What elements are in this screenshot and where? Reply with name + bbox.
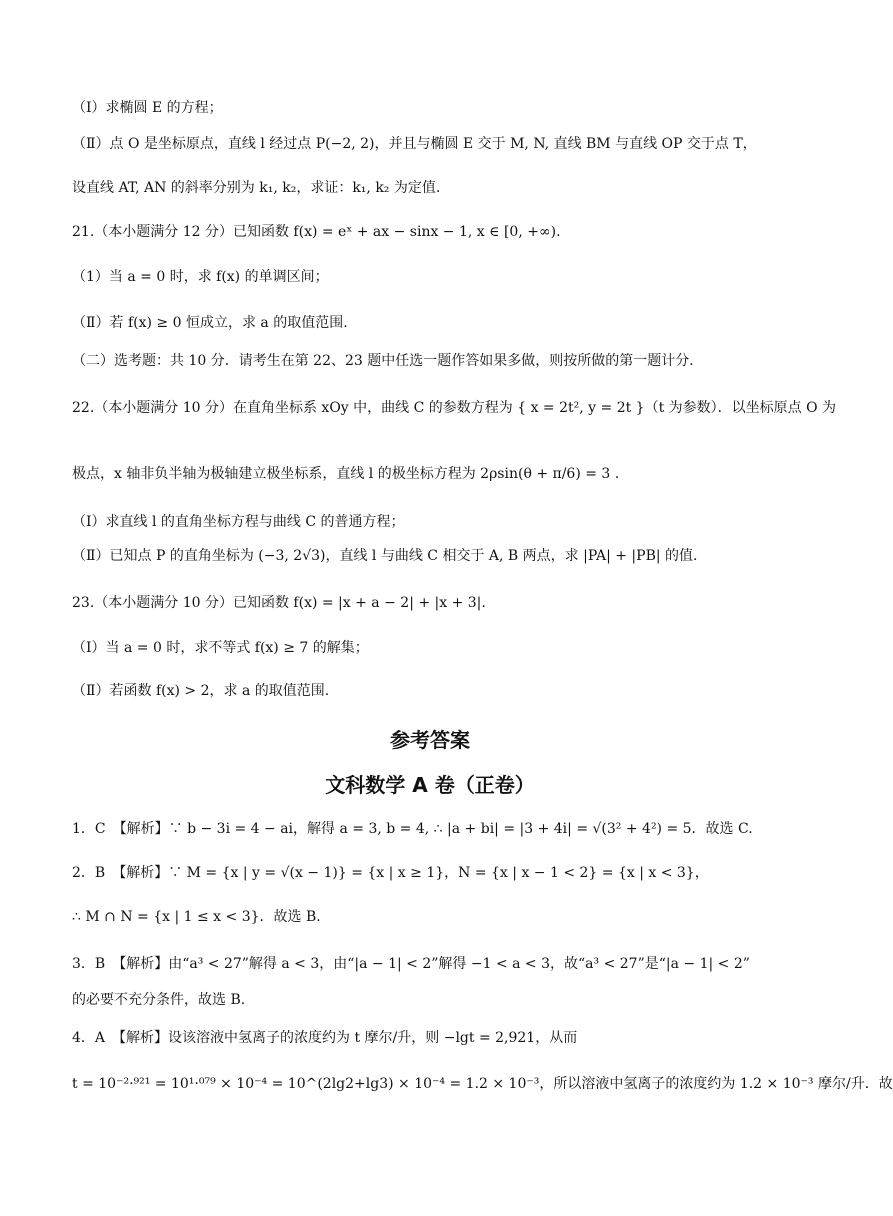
q20-part2-line1: （Ⅱ）点 O 是坐标原点，直线 l 经过点 P(−2, 2)，并且与椭圆 E 交于 M, N, 直线 BM 与直线 OP 交于点 T， <box>72 136 757 152</box>
answers-subheading: 文科数学 A 卷（正卷） <box>325 773 535 797</box>
q21-part2: （Ⅱ）若 f(x) ≥ 0 恒成立，求 a 的取值范围. <box>72 315 348 331</box>
q23-part1: （Ⅰ）当 a = 0 时，求不等式 f(x) ≥ 7 的解集； <box>72 640 369 656</box>
answers-heading: 参考答案 <box>390 728 470 752</box>
q22-stem-line2: 极点，x 轴非负半轴为极轴建立极坐标系，直线 l 的极坐标方程为 2ρsin(θ + π/6) = 3 . <box>72 466 620 482</box>
answer-1: 1．C 【解析】∵ b − 3i = 4 − ai，解得 a = 3, b = 4, ∴ |a + bi| = |3 + 4i| = √(3² + 4²) = 5．故选 C. <box>72 821 753 837</box>
q20-part1: （Ⅰ）求椭圆 E 的方程； <box>72 100 223 116</box>
answer-2-line1: 2．B 【解析】∵ M = {x | y = √(x − 1)} = {x | x ≥ 1}，N = {x | x − 1 < 2} = {x | x < 3}， <box>72 865 709 881</box>
q22-part2: （Ⅱ）已知点 P 的直角坐标为 (−3, 2√3)，直线 l 与曲线 C 相交于 A, B 两点，求 |PA| + |PB| 的值. <box>72 548 698 564</box>
elective-note: （二）选考题：共 10 分．请考生在第 22、23 题中任选一题作答如果多做，则按所做的第一题计分． <box>72 353 704 369</box>
q21-part1: （1）当 a = 0 时，求 f(x) 的单调区间； <box>72 269 329 285</box>
answer-4-line1: 4．A 【解析】设该溶液中氢离子的浓度约为 t 摩尔/升，则 −lgt = 2,921，从而 <box>72 1030 578 1046</box>
answer-2-line2: ∴ M ∩ N = {x | 1 ≤ x < 3}．故选 B. <box>72 909 321 925</box>
q23-part2: （Ⅱ）若函数 f(x) > 2，求 a 的取值范围. <box>72 683 330 699</box>
answer-3-line2: 的必要不充分条件，故选 B. <box>72 992 246 1008</box>
answer-3-line1: 3．B 【解析】由“a³ < 27”解得 a < 3，由“|a − 1| < 2”解得 −1 < a < 3，故“a³ < 27”是“|a − 1| < 2” <box>72 956 750 972</box>
answer-4-line2: t = 10⁻²·⁹²¹ = 10¹·⁰⁷⁹ × 10⁻⁴ = 10^(2lg2+lg3) × 10⁻⁴ = 1.2 × 10⁻³，所以溶液中氢离子的浓度约为 1.2 × 10⁻³ 摩尔/升．故 <box>72 1076 893 1092</box>
q21-stem: 21.（本小题满分 12 分）已知函数 f(x) = eˣ + ax − sinx − 1, x ∈ [0, +∞). <box>72 224 561 240</box>
q22-stem-line1: 22.（本小题满分 10 分）在直角坐标系 xOy 中，曲线 C 的参数方程为 { x = 2t², y = 2t }（t 为参数）．以坐标原点 O 为 <box>72 400 837 416</box>
q20-part2-line2: 设直线 AT, AN 的斜率分别为 k₁, k₂，求证：k₁, k₂ 为定值. <box>72 180 441 196</box>
q22-part1: （Ⅰ）求直线 l 的直角坐标方程与曲线 C 的普通方程； <box>72 514 405 530</box>
q23-stem: 23.（本小题满分 10 分）已知函数 f(x) = |x + a − 2| + |x + 3|. <box>72 595 486 611</box>
